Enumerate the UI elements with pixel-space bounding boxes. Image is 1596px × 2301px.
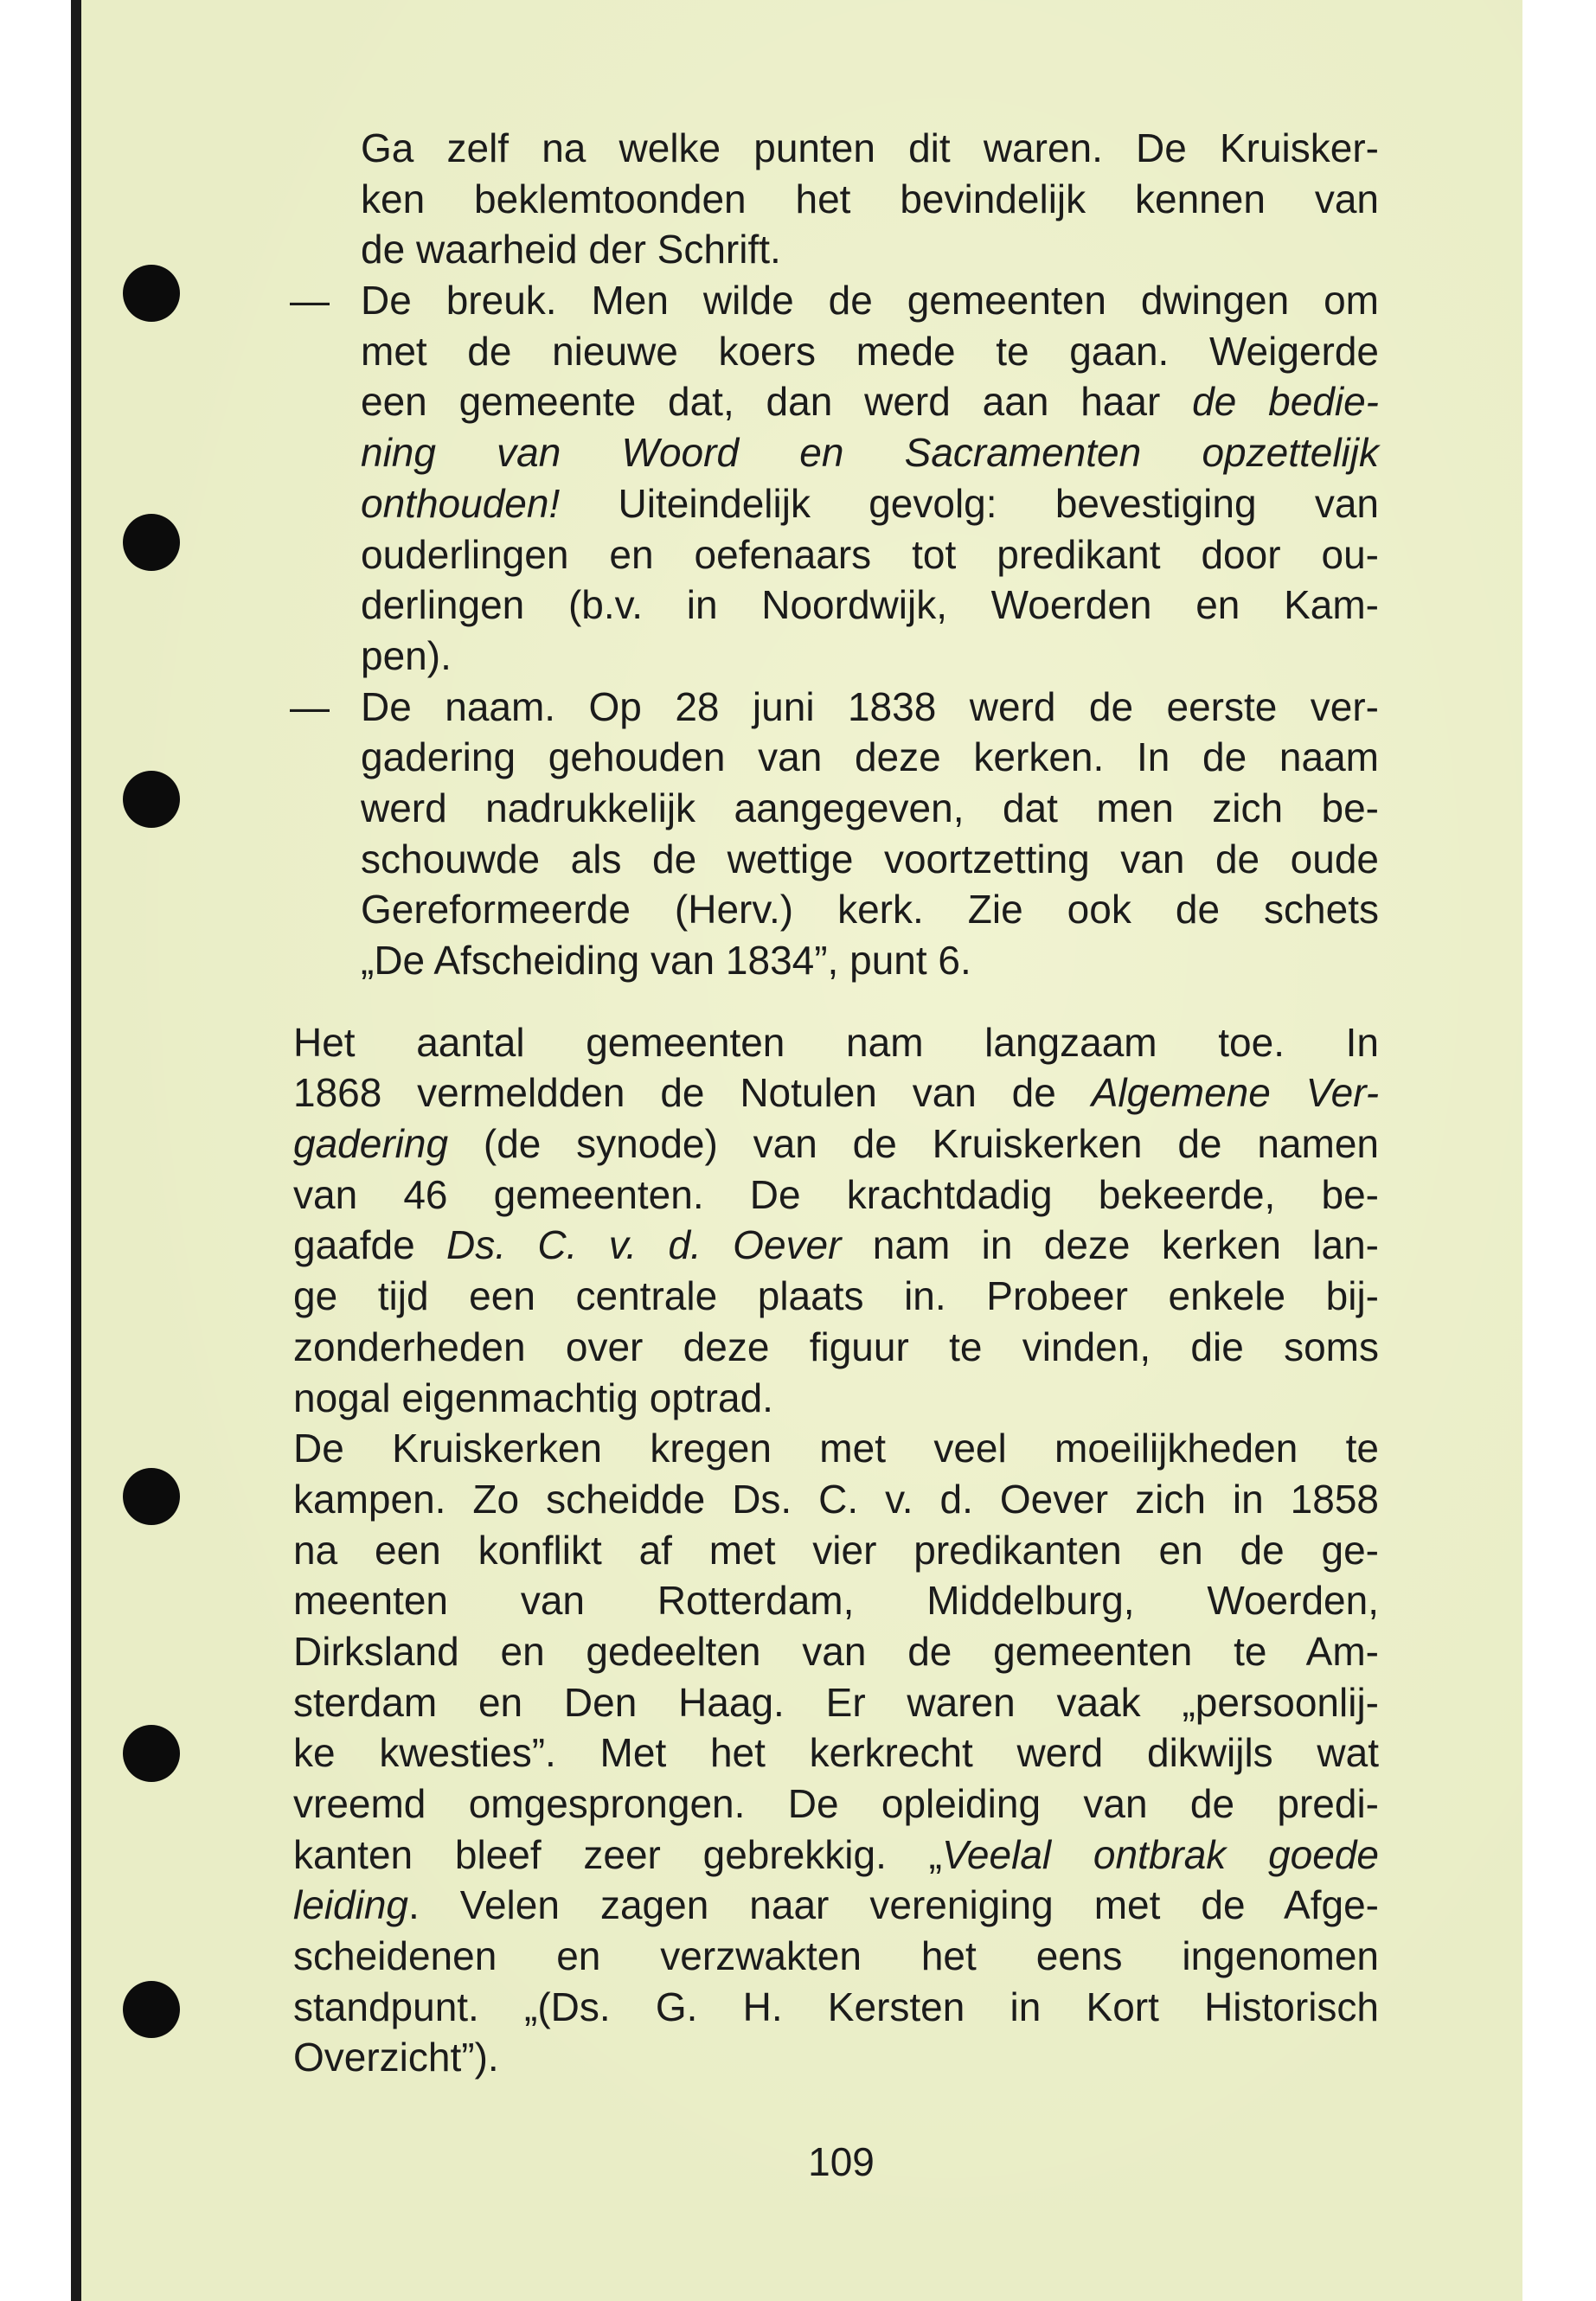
text-line (361, 580, 1379, 631)
paragraph (293, 1017, 1379, 1424)
text-run: schouwde als de wettige voortzetting van de oude (361, 836, 1379, 881)
text-run: meenten van Rotterdam, Middelburg, Woerden, (293, 1578, 1379, 1624)
text-line (293, 1373, 1379, 1424)
text-line (361, 174, 1379, 225)
text-run: vreemd omgesprongen. De opleiding van de predi- (293, 1781, 1379, 1826)
text-line (293, 1423, 1379, 1474)
text-run: gadering gehouden van deze kerken. In de naam (361, 734, 1379, 780)
text-line (293, 1170, 1379, 1221)
text-line (361, 326, 1379, 377)
text-run: ge tijd een centrale plaats in. Probeer enkele bij- (293, 1273, 1379, 1319)
text-run: Overzicht”). (293, 2035, 499, 2080)
text-line (361, 376, 1379, 427)
text-line (293, 1779, 1379, 1830)
italic-text: gadering (293, 1121, 449, 1167)
punch-hole (123, 1468, 180, 1525)
text-run: derlingen (b.v. in Noordwijk, Woerden en Kam- (361, 582, 1379, 628)
text-line (361, 783, 1379, 834)
punch-hole (123, 265, 180, 322)
punch-hole (123, 1981, 180, 2038)
text-line (293, 1017, 1379, 1068)
text-line (293, 1118, 1379, 1170)
text-run: ouderlingen en oefenaars tot predikant door ou- (361, 531, 1379, 577)
text-run: Het aantal gemeenten nam langzaam toe. In (293, 1019, 1379, 1065)
text-run: van 46 gemeenten. De krachtdadig bekeerde, be- (293, 1171, 1379, 1217)
text-line (361, 935, 1379, 986)
text-line (361, 478, 1379, 529)
text-run: nogal eigenmachtig optrad. (293, 1375, 773, 1420)
text-line (293, 1677, 1379, 1728)
body-text (290, 123, 1380, 2083)
italic-text: ning van Woord en Sacramenten opzettelijk (361, 430, 1379, 476)
text-line (293, 1220, 1379, 1271)
text-run: Ga zelf na welke punten dit waren. De Kruisker- (361, 125, 1379, 170)
text-run: (de synode) van de Kruiskerken de namen (448, 1121, 1379, 1167)
text-run: ke kwesties”. Met het kerkrecht werd dikwijls wat (293, 1730, 1379, 1776)
dash-list-item (290, 275, 1379, 682)
text-run: Uiteindelijk gevolg: bevestiging van (560, 480, 1379, 526)
text-run: een gemeente dat, dan werd aan haar (361, 379, 1193, 425)
text-line (361, 224, 1379, 275)
text-line (293, 1271, 1379, 1322)
text-run: De breuk. Men wilde de gemeenten dwingen om (361, 278, 1379, 324)
text-line (290, 682, 1379, 733)
text-line (293, 1931, 1379, 1982)
punch-hole (123, 771, 180, 828)
text-run: 1868 vermeldden de Notulen van de (293, 1070, 1092, 1116)
text-run: De naam. Op 28 juni 1838 werd de eerste ver- (361, 683, 1379, 729)
text-line (293, 1067, 1379, 1118)
text-run: pen). (361, 632, 452, 678)
text-line (361, 631, 1379, 682)
italic-text: leiding (293, 1882, 408, 1928)
dash-marker: — (290, 278, 330, 324)
text-run: „De Afscheiding van 1834”, punt 6. (361, 938, 971, 983)
text-line (361, 834, 1379, 885)
punch-hole (123, 514, 180, 571)
text-line (361, 123, 1379, 174)
paragraph (293, 1423, 1379, 2083)
text-line (293, 1830, 1379, 1881)
paragraph (293, 123, 1379, 275)
text-run: sterdam en Den Haag. Er waren vaak „persoonlij- (293, 1679, 1379, 1725)
text-run: kanten bleef zeer gebrekkig. „ (293, 1831, 942, 1877)
text-line (293, 1626, 1379, 1677)
italic-text: onthouden! (361, 480, 561, 526)
text-run: werd nadrukkelijk aangegeven, dat men zich be- (361, 785, 1379, 830)
text-line (293, 1880, 1379, 1931)
punch-hole (123, 1725, 180, 1782)
text-run: na een konflikt af met vier predikanten en de ge- (293, 1527, 1379, 1573)
text-line (293, 1575, 1379, 1626)
text-line (293, 2032, 1379, 2083)
page-number: 109 (808, 2139, 875, 2184)
text-line (293, 1322, 1379, 1373)
text-line (361, 884, 1379, 935)
text-line (361, 732, 1379, 783)
text-line (293, 1982, 1379, 2033)
dash-marker: — (290, 683, 330, 729)
text-run: met de nieuwe koers mede te gaan. Weigerde (361, 328, 1379, 374)
text-run: de waarheid der Schrift. (361, 227, 781, 272)
text-run: Dirksland en gedeelten van de gemeenten te Am- (293, 1628, 1379, 1674)
text-run: zonderheden over deze figuur te vinden, die soms (293, 1324, 1379, 1369)
text-run: gaafde (293, 1222, 447, 1268)
dash-list-item (290, 682, 1379, 986)
italic-text: Algemene Ver- (1091, 1070, 1380, 1116)
text-run: standpunt. „(Ds. G. H. Kersten in Kort Historisch (293, 1984, 1379, 2029)
text-run: kampen. Zo scheidde Ds. C. v. d. Oever zich in 1858 (293, 1476, 1379, 1522)
text-run: nam in deze kerken lan- (841, 1222, 1379, 1268)
italic-text: Veelal ontbrak goede (941, 1831, 1379, 1877)
italic-text: de bedie- (1192, 379, 1379, 425)
text-line (361, 427, 1379, 478)
text-line (293, 1525, 1379, 1576)
text-line (293, 1474, 1379, 1525)
text-line (361, 529, 1379, 580)
text-run: ken beklemtoonden het bevindelijk kennen van (361, 176, 1379, 221)
text-run: Gereformeerde (Herv.) kerk. Zie ook de schets (361, 887, 1379, 933)
scan-edge (71, 0, 81, 2301)
text-run: scheidenen en verzwakten het eens ingenomen (293, 1933, 1379, 1979)
text-line (293, 1727, 1379, 1779)
text-run: De Kruiskerken kregen met veel moeilijkheden te (293, 1426, 1379, 1471)
italic-text: Ds. C. v. d. Oever (446, 1222, 842, 1268)
text-run: . Velen zagen naar vereniging met de Afge- (408, 1882, 1379, 1928)
text-line (290, 275, 1379, 326)
